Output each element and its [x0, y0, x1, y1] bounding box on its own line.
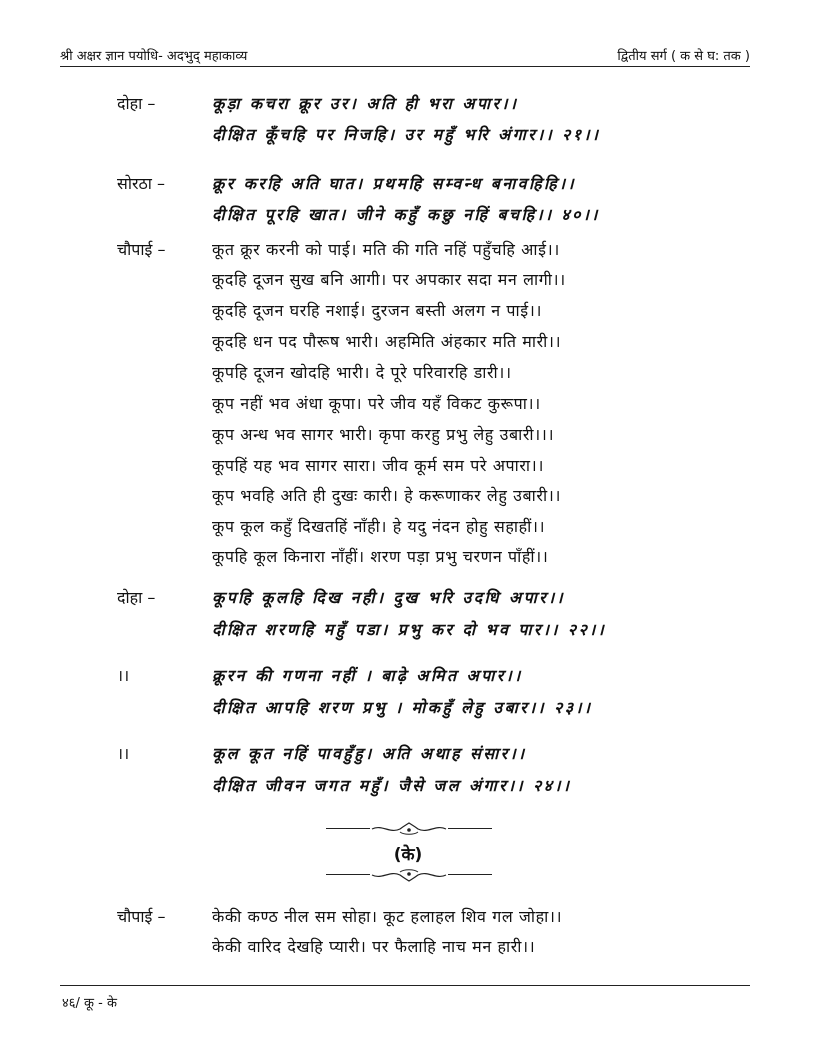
verse-label: ।।: [117, 744, 130, 763]
verse-line: कूपहि दूजन खोदहि भारी। दे पूरे परिवारहि डारी।।: [212, 363, 512, 382]
verse-line: कूड़ा कचरा क्रूर उर। अति ही भरा अपार।।: [212, 94, 519, 113]
verse-label: चौपाई –: [117, 907, 166, 926]
verse-line: केकी वारिद देखहि प्यारी। पर फैलाहि नाच मन हारी।।: [212, 937, 536, 956]
page-footer: ४६/ कू - के: [62, 996, 117, 1011]
verse-label: चौपाई –: [117, 240, 166, 259]
verse-label: ।।: [117, 666, 130, 685]
verse-line: दीक्षित कूँचहि पर निजहि। उर महुँ भरि अंगार।। २१।।: [212, 125, 601, 144]
chapter-title: द्वितीय सर्ग ( क से घ: तक ): [617, 49, 750, 64]
section-heading: (के): [393, 845, 423, 865]
verse-line: दीक्षित आपहि शरण प्रभु । मोकहुँ लेहु उबार।। २३।।: [212, 698, 593, 717]
flourish-icon: [370, 822, 448, 836]
verse-line: क्रूरन की गणना नहीं । बाढ़े अमित अपार।।: [212, 666, 523, 685]
verse-line: दीक्षित शरणहि महुँ पडा। प्रभु कर दो भव पार।। २२।।: [212, 620, 607, 639]
verse-label: दोहा –: [117, 94, 156, 113]
verse-line: कूदहि दूजन सुख बनि आगी। पर अपकार सदा मन लागी।।: [212, 270, 566, 289]
ornament-top: [326, 822, 492, 836]
footer-divider: [60, 985, 750, 986]
header-divider: [60, 66, 750, 67]
verse-line: कूप अन्ध भव सागर भारी। कृपा करहु प्रभु लेहु उबारी।।।: [212, 425, 555, 444]
verse-line: क्रूर करहि अति घात। प्रथमहि सम्वन्ध बनावहिहि।।: [212, 174, 576, 193]
verse-line: दीक्षित पूरहि खात। जीने कहुँ कछु नहिं बचहि।। ४०।।: [212, 205, 600, 224]
verse-line: कूपहि कूलहि दिख नही। दुख भरि उदधि अपार।।: [212, 588, 565, 607]
verse-line: कूप नहीं भव अंधा कूपा। परे जीव यहँ विकट कुरूपा।।: [212, 394, 541, 413]
ornament-bottom: [326, 868, 492, 882]
verse-line: दीक्षित जीवन जगत महुँ। जैसे जल अंगार।। २४।।: [212, 776, 572, 795]
page-header: [60, 40, 750, 66]
flourish-icon: [370, 868, 448, 882]
verse-line: कूत क्रूर करनी को पाई। मति की गति नहिं पहुँचहि आई।।: [212, 240, 560, 259]
verse-line: कूपहि कूल किनारा नाँहीं। शरण पड़ा प्रभु चरणन पाँहीं।।: [212, 547, 549, 566]
verse-line: कूप कूल कहुँ दिखतहिं नाँही। हे यदु नंदन होहु सहाहीं।।: [212, 517, 546, 536]
verse-label: दोहा –: [117, 588, 156, 607]
verse-line: कूदहि धन पद पौरूष भारी। अहमिति अंहकार मति मारी।।: [212, 332, 562, 351]
verse-line: कूपहिं यह भव सागर सारा। जीव कूर्म सम परे अपारा।।: [212, 456, 544, 475]
verse-label: सोरठा –: [117, 174, 166, 193]
book-title: श्री अक्षर ज्ञान पयोधि- अदभुद् महाकाव्य: [60, 49, 248, 64]
verse-line: कूदहि दूजन घरहि नशाई। दुरजन बस्ती अलग न पाई।।: [212, 301, 543, 320]
verse-line: कूप भवहि अति ही दुखः कारी। हे करूणाकर लेहु उबारी।।: [212, 486, 562, 505]
verse-line: केकी कण्ठ नील सम सोहा। कूट हलाहल शिव गल जोहा।।: [212, 907, 563, 926]
verse-line: कूल कूत नहिं पावहुँहु। अति अथाह संसार।।: [212, 744, 527, 763]
